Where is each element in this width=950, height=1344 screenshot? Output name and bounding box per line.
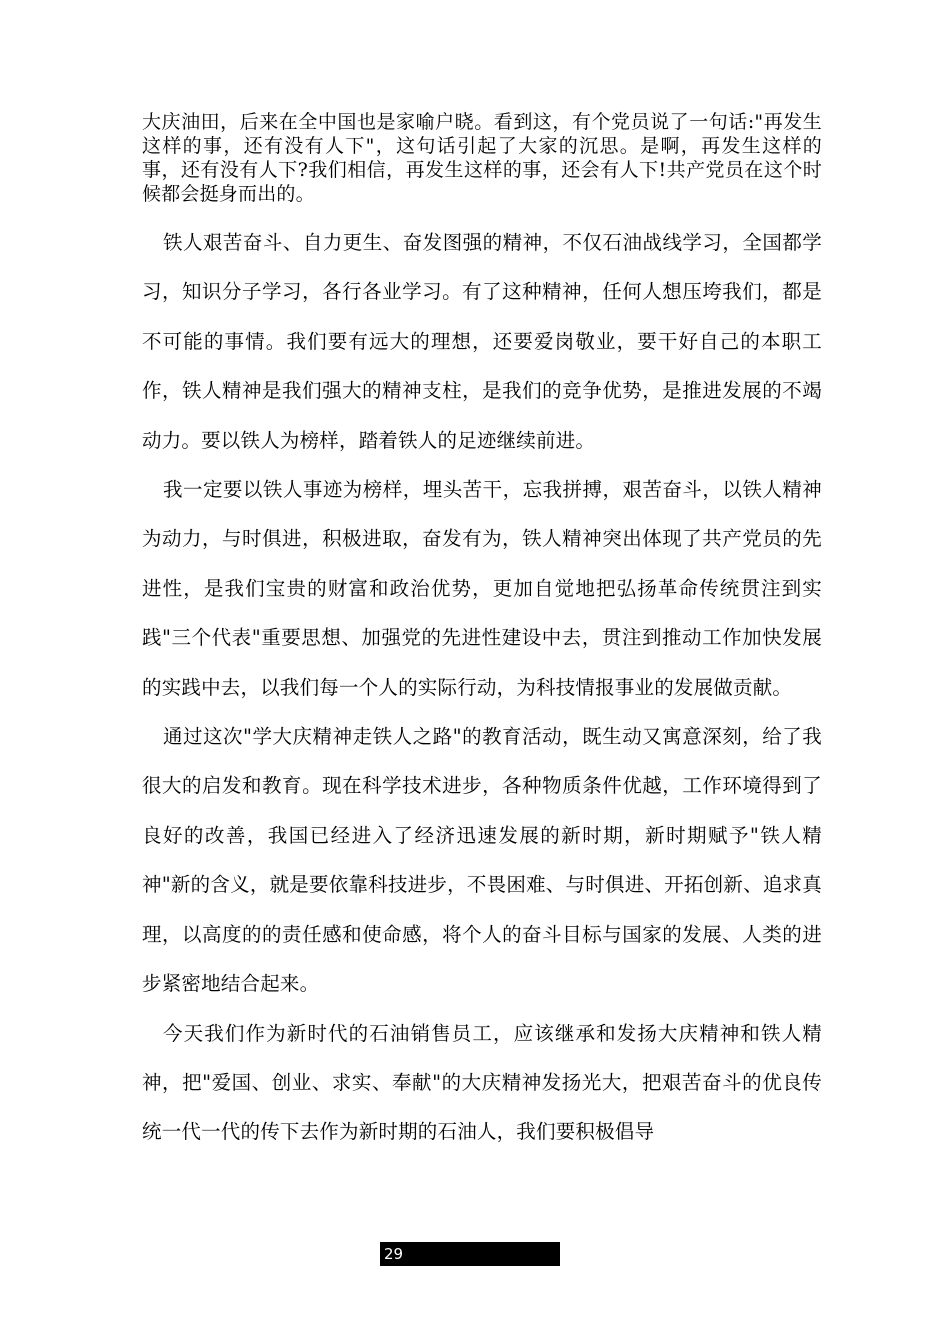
paragraph-ironman-spirit: 铁人艰苦奋斗、自力更生、奋发图强的精神，不仅石油战线学习，全国都学习，知识分子学习，各行各业学习。有了这种精神，任何人想压垮我们，都是不可能的事情。我们要有远大的理想，还要爱岗敬业，要干好自己的本职工作，铁人精神是我们强大的精神支柱，是我们的竞争优势，是推进发展的不竭动力。要以铁人为榜样，踏着铁人的足迹继续前进。 <box>142 231 822 452</box>
paragraph-new-era-employees: 今天我们作为新时代的石油销售员工，应该继承和发扬大庆精神和铁人精神，把"爱国、创业、求实、奉献"的大庆精神发扬光大，把艰苦奋斗的优良传统一代一代的传下去作为新时期的石油人，我们要积极倡导 <box>142 1021 822 1144</box>
paragraph-education-activity: 通过这次"学大庆精神走铁人之路"的教育活动，既生动又寓意深刻，给了我很大的启发和教育。现在科学技术进步，各种物质条件优越，工作环境得到了良好的改善，我国已经进入了经济迅速发展的新时期，新时期赋予"铁人精神"新的含义，就是要依靠科技进步，不畏困难、与时俱进、开拓创新、追求真理，以高度的的责任感和使命感，将个人的奋斗目标与国家的发展、人类的进步紧密地结合起来。 <box>142 725 822 996</box>
page-number: 29 <box>384 1245 404 1263</box>
intro-paragraph: 大庆油田，后来在全中国也是家喻户晓。看到这，有个党员说了一句话:"再发生这样的事，还有没有人下"，这句话引起了大家的沉思。是啊，再发生这样的事，还有没有人下?我们相信，再发生这样的事，还会有人下!共产党员在这个时候都会挺身而出的。 <box>142 111 822 205</box>
paragraph-personal-commitment: 我一定要以铁人事迹为榜样，埋头苦干，忘我拼搏，艰苦奋斗，以铁人精神为动力，与时俱进，积极进取，奋发有为，铁人精神突出体现了共产党员的先进性，是我们宝贵的财富和政治优势，更加自觉地把弘扬革命传统贯注到实践"三个代表"重要思想、加强党的先进性建设中去，贯注到推动工作加快发展的实践中去，以我们每一个人的实际行动，为科技情报事业的发展做贡献。 <box>142 478 822 699</box>
page-footer-bar <box>380 1242 560 1266</box>
body-text <box>142 218 822 1157</box>
